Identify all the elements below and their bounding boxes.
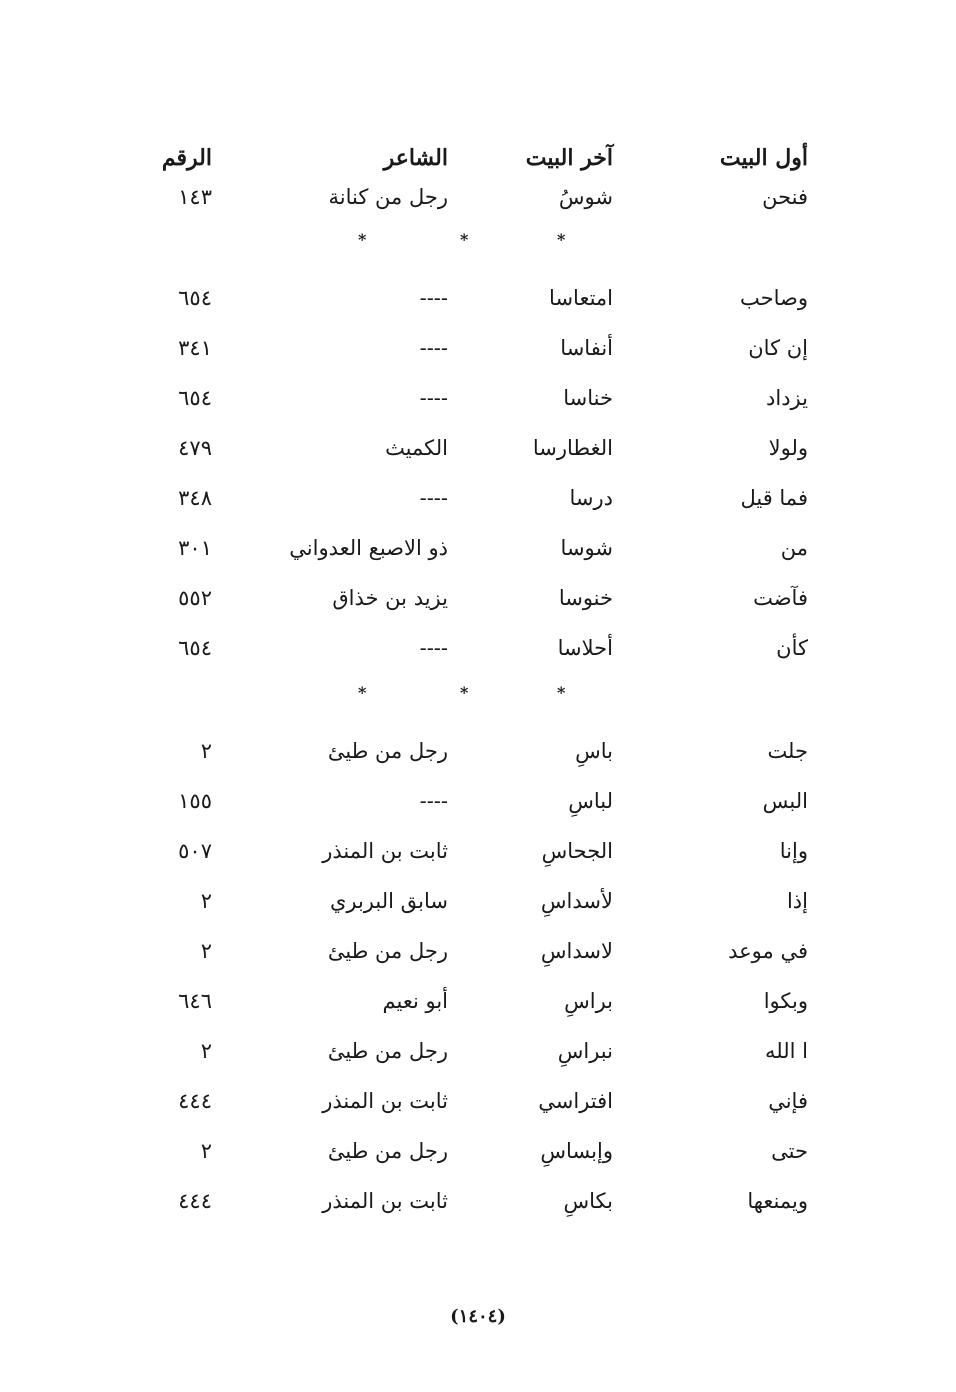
poet-name: ثابت بن المنذر (322, 1089, 448, 1113)
first-verse-word: وصاحب (740, 286, 808, 310)
section-separator (0, 230, 956, 260)
first-verse-word: فما قيل (740, 486, 808, 510)
last-verse-word: بكاسِ (563, 1189, 613, 1213)
first-verse-word: في موعد (728, 939, 808, 963)
reference-number: ٢ (200, 939, 212, 963)
poet-name: أبو نعيم (382, 989, 448, 1013)
reference-number: ٦٥٤ (178, 386, 212, 410)
poet-name: ثابت بن المنذر (322, 839, 448, 863)
separator-star: * (358, 230, 367, 249)
reference-number: ٦٥٤ (178, 636, 212, 660)
poet-name: يزيد بن خذاق (332, 586, 448, 610)
table-row (0, 483, 956, 533)
last-verse-word: أنفاسا (560, 336, 613, 360)
header-poet: الشاعر (383, 145, 448, 171)
header-number: الرقم (161, 145, 212, 171)
separator-star: * (460, 230, 469, 249)
reference-number: ٤٤٤ (178, 1189, 212, 1213)
table-row (0, 1186, 956, 1236)
table-row (0, 533, 956, 583)
poet-name: رجل من طيئ (327, 1039, 448, 1063)
last-verse-word: امتعاسا (549, 286, 613, 310)
header-last-verse: آخر البيت (525, 145, 613, 171)
table-row (0, 886, 956, 936)
poet-name: الكميث (385, 436, 448, 460)
first-verse-word: إن كان (748, 336, 808, 360)
first-verse-word: إذا (786, 889, 808, 913)
last-verse-word: شوسُ (558, 185, 613, 209)
first-verse-word: فنحن (762, 185, 808, 209)
table-row (0, 433, 956, 483)
table-row (0, 583, 956, 633)
poet-name: ---- (419, 286, 448, 310)
reference-number: ٣٤٨ (178, 486, 212, 510)
last-verse-word: باسِ (575, 739, 613, 763)
last-verse-word: درسا (569, 486, 613, 510)
last-verse-word: الغطارسا (532, 436, 613, 460)
table-row (0, 333, 956, 383)
separator-star: * (358, 683, 367, 702)
table-row (0, 182, 956, 232)
table-row (0, 1086, 956, 1136)
last-verse-word: وإبساسِ (540, 1139, 613, 1163)
poet-name: رجل من طيئ (327, 739, 448, 763)
first-verse-word: ا الله (765, 1039, 808, 1063)
poet-name: سابق البربري (329, 889, 448, 913)
first-verse-word: وإنا (779, 839, 808, 863)
table-row (0, 736, 956, 786)
first-verse-word: ويمنعها (747, 1189, 808, 1213)
table-row (0, 836, 956, 886)
reference-number: ٦٥٤ (178, 286, 212, 310)
table-row (0, 633, 956, 683)
first-verse-word: حتى (771, 1139, 808, 1163)
reference-number: ٤٧٩ (178, 436, 212, 460)
table-row (0, 786, 956, 836)
first-verse-word: يزداد (766, 386, 808, 410)
last-verse-word: خنوسا (558, 586, 613, 610)
table-row (0, 283, 956, 333)
first-verse-word: فإني (768, 1089, 808, 1113)
first-verse-word: البس (762, 789, 808, 813)
last-verse-word: خناسا (563, 386, 613, 410)
last-verse-word: لباسِ (568, 789, 613, 813)
table-row (0, 936, 956, 986)
separator-star: * (557, 683, 566, 702)
reference-number: ٢ (200, 739, 212, 763)
reference-number: ٣٤١ (178, 336, 212, 360)
reference-number: ٢ (200, 889, 212, 913)
reference-number: ٥٠٧ (178, 839, 212, 863)
reference-number: ١٥٥ (178, 789, 212, 813)
reference-number: ١٤٣ (178, 185, 212, 209)
table-row (0, 1036, 956, 1086)
first-verse-word: جلت (767, 739, 808, 763)
first-verse-word: وبكوا (763, 989, 808, 1013)
separator-star: * (460, 683, 469, 702)
last-verse-word: شوسا (560, 536, 613, 560)
table-row (0, 1136, 956, 1186)
poet-name: ---- (419, 789, 448, 813)
section-separator (0, 683, 956, 713)
table-row (0, 383, 956, 433)
last-verse-word: نبراسِ (557, 1039, 613, 1063)
reference-number: ٣٠١ (178, 536, 212, 560)
last-verse-word: الجحاسِ (541, 839, 613, 863)
poet-name: ---- (419, 336, 448, 360)
first-verse-word: من (780, 536, 808, 560)
first-verse-word: فآضت (753, 586, 808, 610)
last-verse-word: أحلاسا (557, 636, 613, 660)
poet-name: رجل من طيئ (327, 1139, 448, 1163)
last-verse-word: لأسداسِ (540, 889, 613, 913)
last-verse-word: براسِ (564, 989, 613, 1013)
first-verse-word: ولولا (768, 436, 808, 460)
poet-name: ---- (419, 486, 448, 510)
table-row (0, 986, 956, 1036)
poet-name: ثابت بن المنذر (322, 1189, 448, 1213)
page-number: (١٤٠٤) (450, 1306, 506, 1327)
last-verse-word: لاسداسِ (540, 939, 613, 963)
reference-number: ٦٤٦ (178, 989, 212, 1013)
separator-star: * (557, 230, 566, 249)
poet-name: ---- (419, 386, 448, 410)
poet-name: ---- (419, 636, 448, 660)
reference-number: ٤٤٤ (178, 1089, 212, 1113)
reference-number: ٢ (200, 1039, 212, 1063)
first-verse-word: كأن (776, 636, 808, 660)
poet-name: ذو الاصبع العدواني (289, 536, 448, 560)
poet-name: رجل من طيئ (327, 939, 448, 963)
poet-name: رجل من كنانة (328, 185, 448, 209)
last-verse-word: افتراسي (538, 1089, 613, 1113)
reference-number: ٢ (200, 1139, 212, 1163)
header-first-verse: أول البيت (719, 145, 808, 171)
reference-number: ٥٥٢ (178, 586, 212, 610)
